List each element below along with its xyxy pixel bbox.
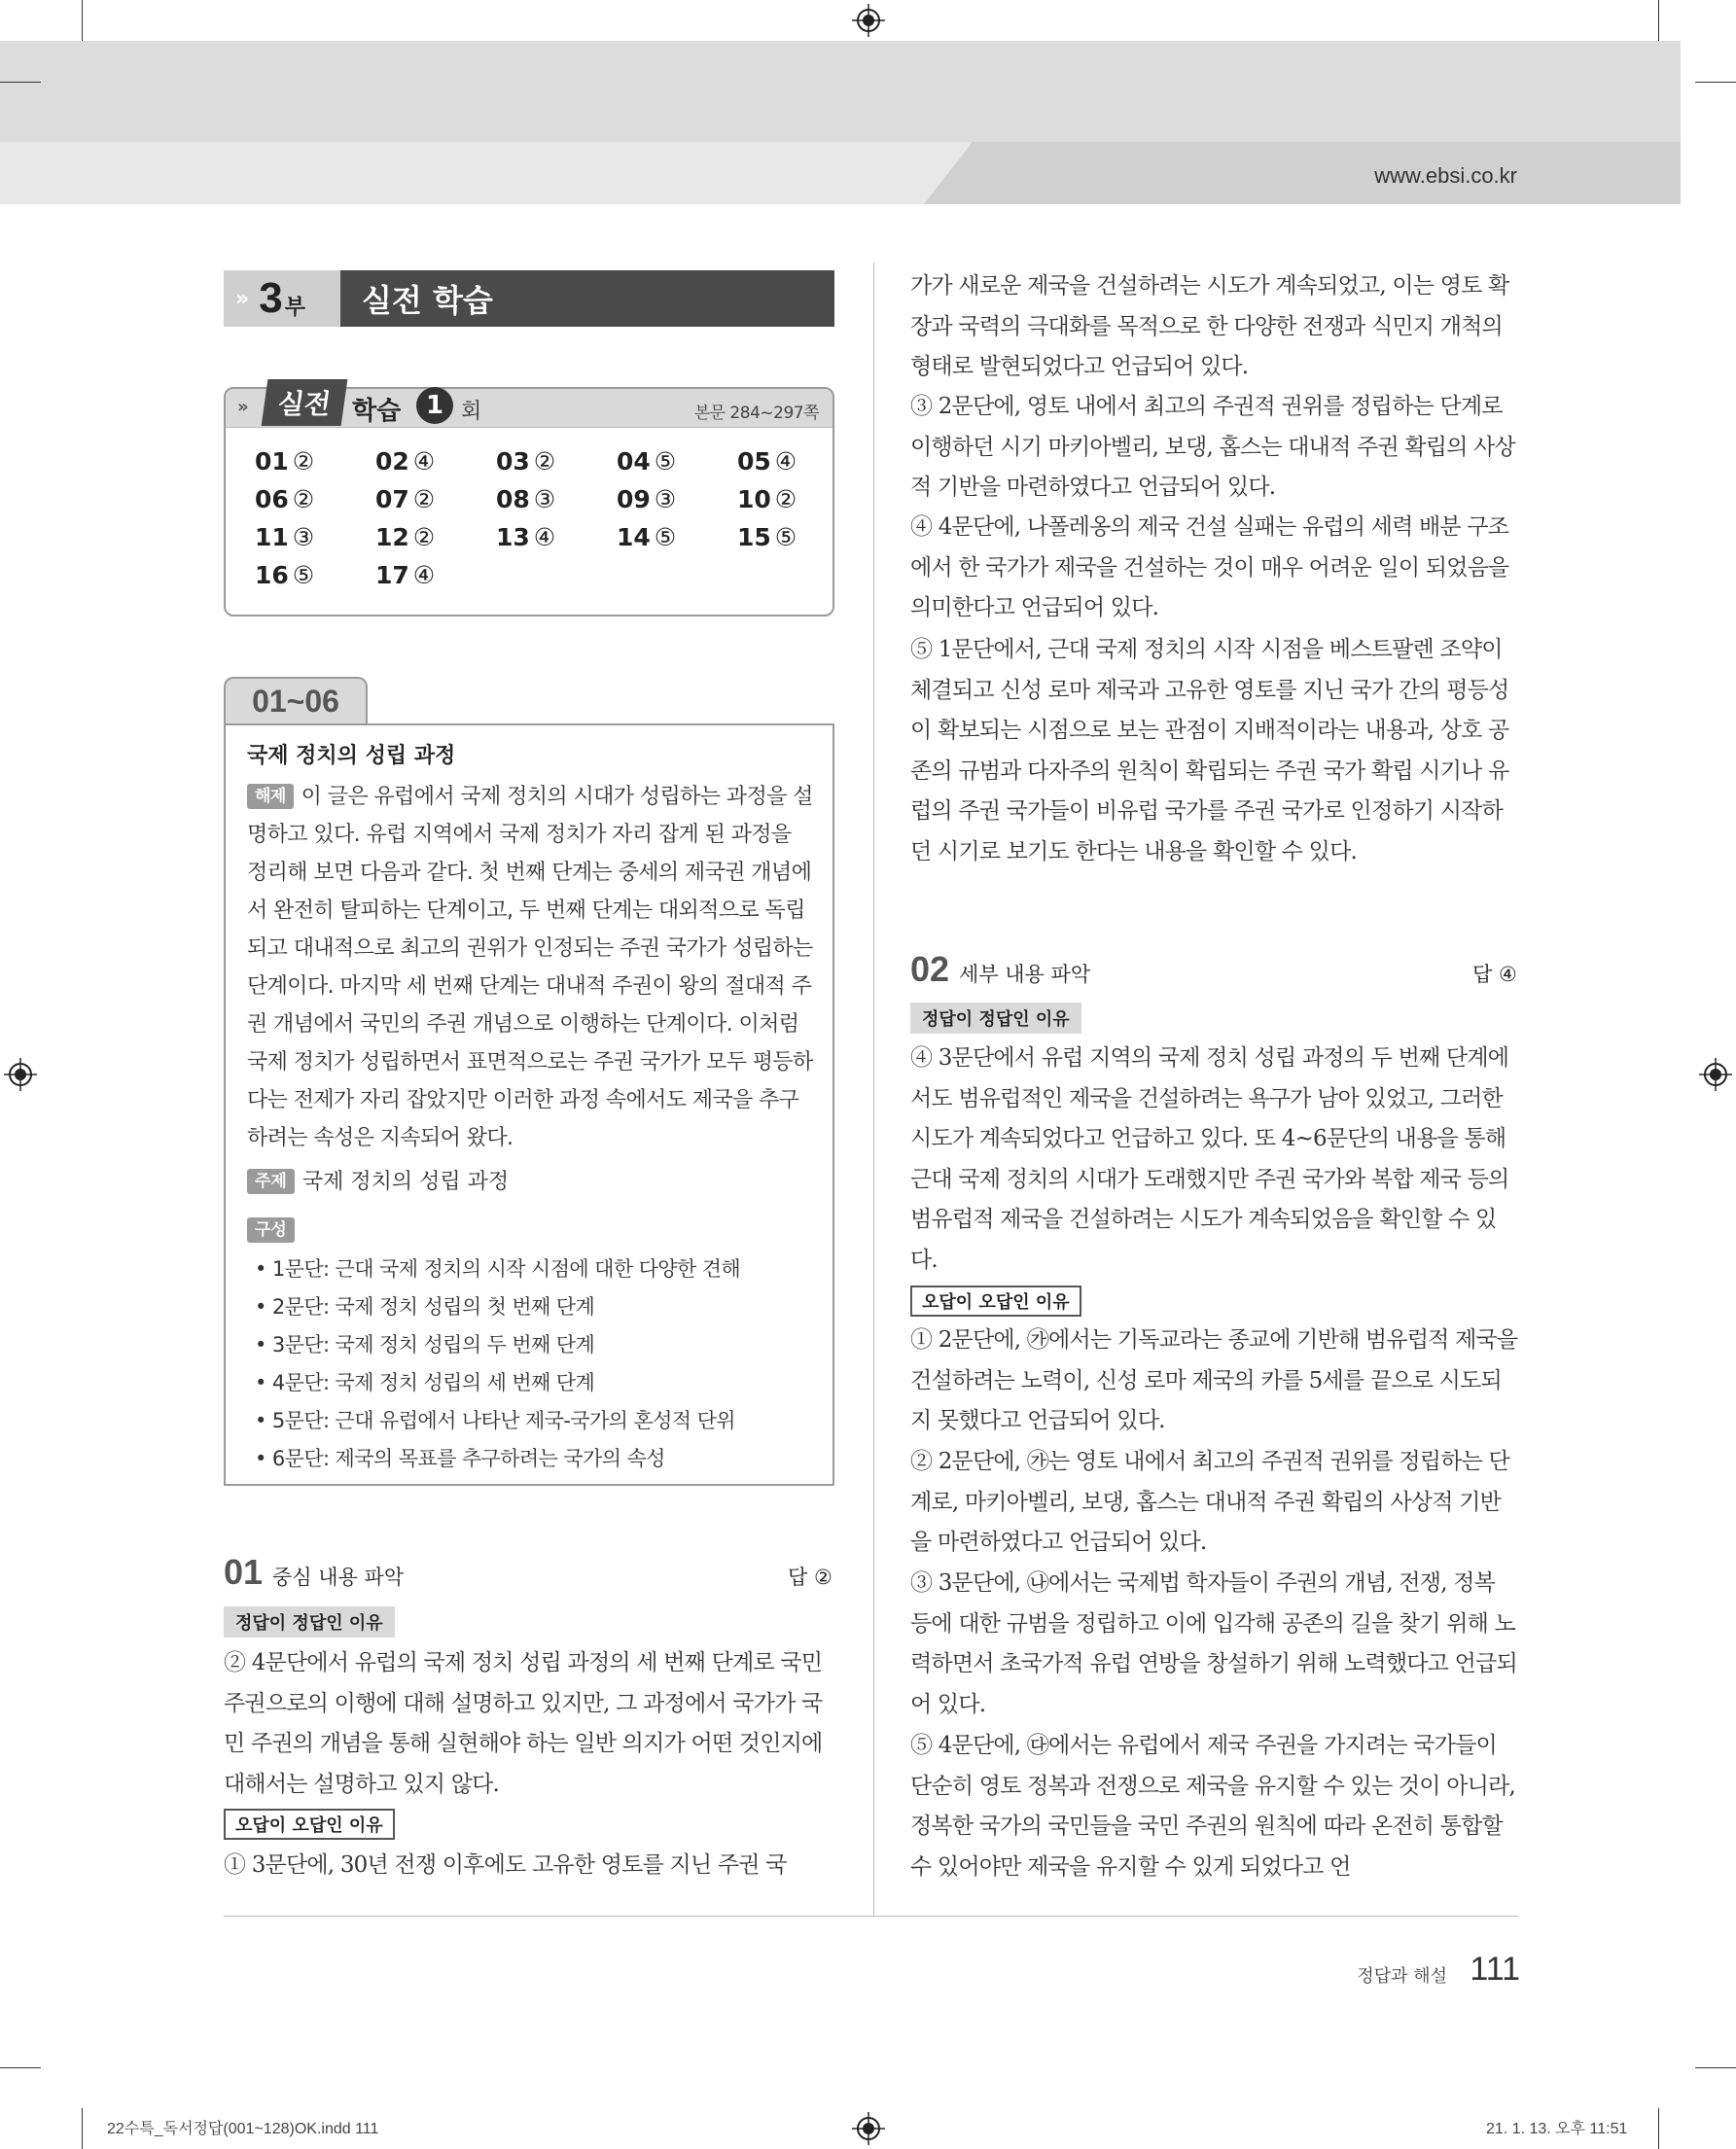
answer-cell xyxy=(737,447,858,476)
site-url[interactable]: www.ebsi.co.kr xyxy=(1374,163,1517,188)
answer-key-study-label: 학습 xyxy=(352,397,402,426)
summary-box xyxy=(224,723,834,1486)
section-banner xyxy=(224,270,834,327)
round-number-badge: 1 xyxy=(416,387,453,424)
correct-reason-text: ④ 3문단에서 유럽 지역의 국제 정치 성립 과정의 두 번째 단계에서도 범유럽적인 제국을 건설하려는 욕구가 남아 있었고, 그러한 시도가 계속되었다고 언급하고 있다. 또 4~6문단의 내용을 통해 근대 국제 정치의 시대가 도래했지만 주권 국가와 복합 제국 등의 범유럽적 제국을 건설하려는 시도가 계속되었음을 확인할 수 있다. xyxy=(910,1045,1509,1273)
summary-range-tab: 01~06 xyxy=(224,677,368,723)
answer-choice: ② xyxy=(292,485,315,513)
option-2-text: ② 2문단에, ㉮는 영토 내에서 최고의 주권적 권위를 정립하는 단계로, 마키아벨리, 보댕, 홉스는 대내적 주권 확립의 사상적 기반을 마련하였다고 언급되어 있다. xyxy=(910,1449,1509,1556)
answer-choice: ② xyxy=(412,523,436,551)
question-answer: 답 ④ xyxy=(1472,963,1517,986)
list-item: • 5문단: 근대 유럽에서 나타난 제국-국가의 혼성적 단위 xyxy=(255,1402,740,1440)
crop-mark-top-right xyxy=(1658,0,1659,41)
answer-choice: ④ xyxy=(533,523,556,551)
answer-choice: ⑤ xyxy=(654,447,677,476)
answer-choice: ② xyxy=(412,485,436,513)
answer-question-number: 06 xyxy=(255,485,289,513)
section-unit: 부 xyxy=(284,295,305,320)
answer-question-number: 12 xyxy=(375,523,409,551)
list-item: • 1문단: 근대 국제 정치의 시작 시점에 대한 다양한 견해 xyxy=(255,1251,740,1288)
question-title: 중심 내용 파악 xyxy=(272,1566,405,1589)
answer-cell xyxy=(737,523,858,551)
page-reference: 본문 284~297쪽 xyxy=(693,404,819,423)
section-number: 3 xyxy=(259,274,283,322)
question-number: 01 xyxy=(224,1552,264,1592)
answer-cell xyxy=(737,485,858,513)
answer-choice: ⑤ xyxy=(774,523,797,551)
answer-question-number: 13 xyxy=(496,523,530,551)
registration-mark-icon xyxy=(1699,1058,1732,1091)
chevron-right-icon: » xyxy=(237,397,249,417)
registration-mark-icon xyxy=(852,2112,885,2145)
answer-cell xyxy=(255,485,375,513)
correct-reason-text: ② 4문단에서 유럽의 국제 정치 성립 과정의 세 번째 단계로 국민 주권으로의 이행에 대해 설명하고 있지만, 그 과정에서 국가가 국민 주권의 개념을 통해 실현해야 하는 일반 의지가 어떤 것인지에 대해서는 설명하고 있지 않다. xyxy=(224,1650,823,1797)
wrong-reason-text: ① 3문단에, 30년 전쟁 이후에도 고유한 영토를 지닌 주권 국 xyxy=(224,1852,787,1878)
answer-key-header xyxy=(226,389,833,428)
answer-cell xyxy=(255,447,375,476)
answer-cell xyxy=(617,447,737,476)
print-slug-file: 22수특_독서정답(001~128)OK.indd 111 xyxy=(107,2121,379,2137)
answer-question-number: 09 xyxy=(617,485,651,513)
answer-cell xyxy=(375,523,496,551)
correct-reason-label: 정답이 정답인 이유 xyxy=(910,1003,1081,1034)
continued-text: 가가 새로운 제국을 건설하려는 시도가 계속되었고, 이는 영토 확장과 국력의 극대화를 목적으로 한 다양한 전쟁과 식민지 개척의 형태로 발현되었다고 언급되어 있다. xyxy=(910,273,1509,380)
list-item: • 4문단: 국제 정치 성립의 세 번째 단계 xyxy=(255,1364,740,1402)
list-item: • 6문단: 제국의 목표를 추구하려는 국가의 속성 xyxy=(255,1440,740,1478)
section-title: 실전 학습 xyxy=(340,270,834,327)
answer-cell xyxy=(255,561,375,589)
answer-question-number: 01 xyxy=(255,447,289,476)
list-item: • 3문단: 국제 정치 성립의 두 번째 단계 xyxy=(255,1326,740,1364)
answer-choice: ② xyxy=(774,485,797,513)
option-5-text: ⑤ 4문단에, ㉰에서는 유럽에서 제국 주권을 가지려는 국가들이 단순히 영토 정복과 전쟁으로 제국을 유지할 수 있는 것이 아니라, 정복한 국가의 국민들을 국민 주권의 원칙에 따라 온전히 통합할 수 있어야만 제국을 유지할 수 있게 되었다고 언 xyxy=(910,1733,1515,1880)
answer-key-tab: 실전 xyxy=(262,379,348,426)
crop-mark-right-top xyxy=(1695,82,1736,83)
answer-question-number: 16 xyxy=(255,561,289,589)
haeje-text: 이 글은 유럽에서 국제 정치의 시대가 성립하는 과정을 설명하고 있다. 유럽 지역에서 국제 정치가 자리 잡게 된 과정을 정리해 보면 다음과 같다. 첫 번째 단계는 중세의 제국권 개념에서 완전히 탈피하는 단계이고, 두 번째 단계는 대외적으로 독립되고 대내적으로 최고의 권위가 인정되는 주권 국가가 성립하는 단계이다. 마지막 세 번째 단계는 대내적 주권이 왕의 절대적 주권 개념에서 국민의 주권 개념으로 이행하는 단계이다. 이처럼 국제 정치가 성립하면서 표면적으로는 주권 국가가 모두 평등하다는 전제가 자리 잡았지만 이러한 과정 속에서도 제국을 추구하려는 속성은 지속되어 왔다. xyxy=(247,785,813,1150)
answer-question-number: 03 xyxy=(496,447,530,476)
answer-question-number: 05 xyxy=(737,447,771,476)
print-slug-date: 21. 1. 13. 오후 11:51 xyxy=(1486,2121,1628,2137)
answer-choice: ③ xyxy=(292,523,315,551)
answer-choice: ③ xyxy=(654,485,677,513)
section-number-block xyxy=(224,270,340,327)
registration-mark-icon xyxy=(4,1058,37,1091)
summary-title: 국제 정치의 성립 과정 xyxy=(247,744,456,768)
answer-question-number: 02 xyxy=(375,447,409,476)
option-5-text: ⑤ 1문단에서, 근대 국제 정치의 시작 시점을 베스트팔렌 조약이 체결되고 신성 로마 제국과 고유한 영토를 지닌 국가 간의 평등성이 확보되는 시점으로 보는 관점이 지배적이라는 내용과, 상호 공존의 규범과 다자주의 원칙이 확립되는 주권 국가 확립 시기나 유럽의 주권 국가들이 비유럽 국가를 주권 국가로 인정하기 시작하던 시기로 보기도 한다는 내용을 확인할 수 있다. xyxy=(910,637,1509,864)
topic-text: 국제 정치의 성립 과정 xyxy=(301,1170,510,1194)
crop-mark-bottom-left xyxy=(82,2108,83,2149)
list-item: • 2문단: 국제 정치 성립의 첫 번째 단계 xyxy=(255,1288,740,1326)
page-number: 111 xyxy=(1470,1951,1520,1988)
footer-label: 정답과 해설 xyxy=(1357,1966,1447,1987)
column-divider xyxy=(873,263,874,1916)
answer-choice: ④ xyxy=(412,447,436,476)
answer-question-number: 14 xyxy=(617,523,651,551)
question-02-header xyxy=(910,949,1090,990)
answer-choice: ② xyxy=(533,447,556,476)
answer-question-number: 17 xyxy=(375,561,409,589)
crop-mark-right-bottom xyxy=(1695,2067,1736,2068)
footer-rule xyxy=(224,1916,1519,1917)
answer-cell xyxy=(617,523,737,551)
option-1-text: ① 2문단에, ㉮에서는 기독교라는 종교에 기반해 범유럽적 제국을 건설하려는 노력이, 신성 로마 제국의 카를 5세를 끝으로 시도되지 못했다고 언급되어 있다. xyxy=(910,1327,1518,1434)
topic-tag: 주제 xyxy=(247,1169,295,1194)
summary-haeje xyxy=(247,778,815,1157)
question-answer: 답 ② xyxy=(788,1566,833,1589)
answer-question-number: 15 xyxy=(737,523,771,551)
answer-cell xyxy=(496,485,617,513)
crop-mark-bottom-right xyxy=(1658,2108,1659,2149)
option-3-text: ③ 3문단에, ㉯에서는 국제법 학자들이 주권의 개념, 전쟁, 정복 등에 대한 규범을 정립하고 이에 입각해 공존의 길을 찾기 위해 노력하면서 초국가적 유럽 연방을 창설하기 위해 노력했다고 언급되어 있다. xyxy=(910,1570,1517,1717)
summary-topic xyxy=(247,1165,509,1195)
crop-mark-top-left xyxy=(82,0,83,41)
answer-cell xyxy=(617,485,737,513)
question-01-header xyxy=(224,1552,404,1593)
structure-heading xyxy=(247,1217,302,1243)
answer-question-number: 11 xyxy=(255,523,289,551)
answer-key-box xyxy=(224,387,834,617)
crop-mark-left-top xyxy=(0,82,41,83)
answer-question-number: 10 xyxy=(737,485,771,513)
answer-choice: ④ xyxy=(412,561,436,589)
answer-cell xyxy=(375,561,496,589)
wrong-reason-label: 오답이 오답인 이유 xyxy=(224,1809,395,1840)
option-4-text: ④ 4문단에, 나폴레옹의 제국 건설 실패는 유럽의 세력 배분 구조에서 한 국가가 제국을 건설하는 것이 매우 어려운 일이 되었음을 의미한다고 언급되어 있다. xyxy=(910,514,1509,621)
answer-cell xyxy=(496,523,617,551)
answer-choice: ④ xyxy=(774,447,797,476)
answer-choice: ② xyxy=(292,447,315,476)
answer-choice: ⑤ xyxy=(292,561,315,589)
answer-cell xyxy=(496,447,617,476)
option-3-text: ③ 2문단에, 영토 내에서 최고의 주권적 권위를 정립하는 단계로 이행하던 시기 마키아벨리, 보댕, 홉스는 대내적 주권 확립의 사상적 기반을 마련하였다고 언급되어 있다. xyxy=(910,394,1515,501)
registration-mark-icon xyxy=(852,4,885,37)
question-number: 02 xyxy=(910,949,950,989)
wrong-reason-label: 오답이 오답인 이유 xyxy=(910,1286,1081,1317)
chevron-right-icon: » xyxy=(235,286,250,311)
answer-choice: ⑤ xyxy=(654,523,677,551)
answer-cell xyxy=(375,485,496,513)
structure-list xyxy=(255,1251,740,1478)
crop-mark-left-bottom xyxy=(0,2067,41,2068)
answer-question-number: 08 xyxy=(496,485,530,513)
question-title: 세부 내용 파악 xyxy=(959,963,1091,986)
structure-tag: 구성 xyxy=(247,1217,295,1243)
correct-reason-label: 정답이 정답인 이유 xyxy=(224,1606,395,1638)
answer-choice: ③ xyxy=(533,485,556,513)
round-suffix: 회 xyxy=(461,400,482,424)
answer-cell xyxy=(255,523,375,551)
answer-grid xyxy=(255,447,819,589)
answer-question-number: 04 xyxy=(617,447,651,476)
haeje-tag: 해제 xyxy=(247,784,294,809)
answer-cell xyxy=(375,447,496,476)
answer-question-number: 07 xyxy=(375,485,409,513)
